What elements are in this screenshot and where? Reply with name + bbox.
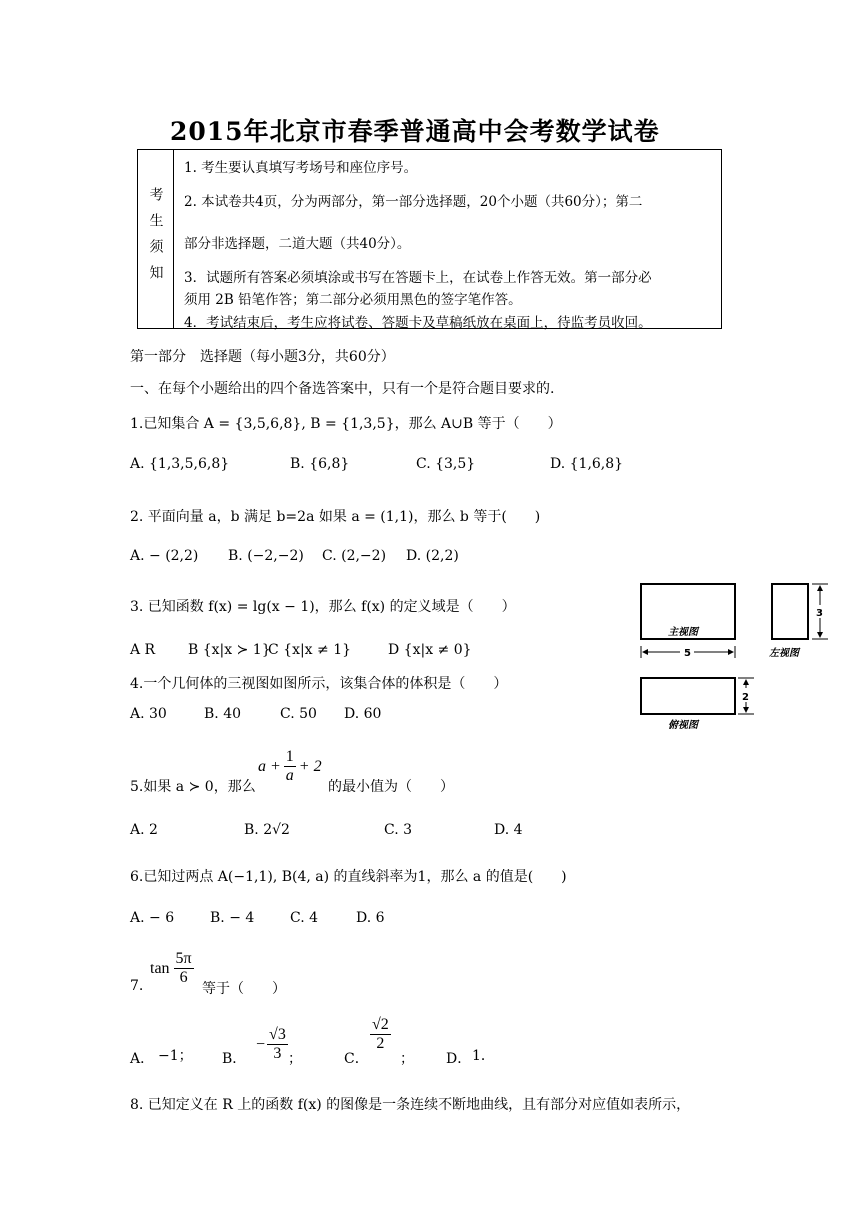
q5-option-a: A. 2	[130, 822, 158, 838]
notice-line-4: 3．试题所有答案必须填涂或书写在答题卡上，在试卷上作答无效。第一部分必	[184, 270, 652, 286]
q5-expr-right: + 2	[298, 757, 322, 775]
q7-option-d-label: D．	[446, 1051, 472, 1067]
notice-line-5: 须用 2B 铅笔作答；第二部分必须用黑色的签字笔作答。	[184, 292, 522, 308]
side-view-label: 左视图	[769, 648, 799, 659]
q7-option-a-label: A．	[130, 1051, 155, 1067]
q8-stem: 8. 已知定义在 R 上的函数 f(x) 的图像是一条连续不断地曲线，且有部分对应值如表所示，	[130, 1097, 691, 1113]
section1-instruction: 一、在每个小题给出的四个备选答案中，只有一个是符合题目要求的.	[130, 381, 555, 397]
q7-expression	[150, 950, 194, 987]
q4-option-d: D. 60	[344, 706, 382, 722]
q7-option-b-label: B．	[222, 1051, 247, 1067]
q2-stem: 2. 平面向量 a，b 满足 b=2a 如果 a = (1,1)，那么 b 等于( )	[130, 509, 541, 525]
q5-post: 的最小值为（ ）	[328, 779, 454, 795]
q5-frac-num: 1	[285, 748, 294, 765]
q7-option-d-value: 1．	[472, 1048, 495, 1064]
notice-label: 考生须知	[138, 150, 174, 328]
q7-option-c	[370, 1016, 391, 1053]
q7-fraction	[174, 950, 194, 987]
notice-box	[137, 149, 722, 329]
q7-frac-num: 5π	[175, 950, 192, 967]
q7-c-den: 2	[376, 1035, 385, 1052]
dim-width: 5	[684, 648, 691, 659]
q5-option-b: B. 2√2	[244, 822, 290, 838]
q7-option-c-label: C．	[344, 1051, 369, 1067]
q3-option-c: C {x|x ≠ 1}	[268, 642, 352, 658]
q6-option-d: D. 6	[356, 910, 385, 926]
top-view-rect	[641, 678, 735, 714]
q7-option-b	[256, 1026, 288, 1063]
section1-heading: 第一部分 选择题（每小题3分，共60分）	[130, 349, 395, 365]
q4-option-c: C. 50	[280, 706, 317, 722]
q6-option-b: B. − 4	[210, 910, 255, 926]
q1-option-d: D. {1,6,8}	[550, 456, 624, 472]
q7-c-num: √2	[372, 1016, 389, 1033]
q4-stem: 4.一个几何体的三视图如图所示，该集合体的体积是（ ）	[130, 676, 508, 692]
q7-c-fraction	[370, 1016, 391, 1053]
q7-b-tail: ；	[288, 1051, 302, 1067]
q2-option-d: D. (2,2)	[406, 548, 459, 564]
q3-stem: 3. 已知函数 f(x) = lg(x − 1)，那么 f(x) 的定义域是（ ）	[130, 599, 516, 615]
q7-frac-den: 6	[179, 969, 188, 986]
q6-stem: 6.已知过两点 A(−1,1), B(4, a) 的直线斜率为1，那么 a 的值是( )	[130, 869, 567, 885]
q1-option-b: B. {6,8}	[290, 456, 350, 472]
q2-option-b: B. (−2,−2)	[228, 548, 304, 564]
q4-option-b: B. 40	[204, 706, 242, 722]
notice-line-3: 部分非选择题，二道大题（共40分）。	[184, 236, 411, 252]
q2-option-a: A. − (2,2)	[130, 548, 199, 564]
notice-line-6: 4．考试结束后，考生应将试卷、答题卡及草稿纸放在桌面上，待监考员收回。	[184, 315, 652, 331]
q3-option-a: A R	[130, 642, 156, 658]
q2-option-c: C. (2,−2)	[322, 548, 387, 564]
q1-option-a: A. {1,3,5,6,8}	[130, 456, 230, 472]
q7-b-num: √3	[269, 1026, 286, 1043]
q7-post: 等于（ ）	[202, 981, 286, 997]
q6-option-a: A. − 6	[130, 910, 175, 926]
q5-option-c: C. 3	[384, 822, 413, 838]
top-view-label: 俯视图	[668, 720, 698, 731]
notice-line-1: 1. 考生要认真填写考场号和座位序号。	[184, 160, 418, 176]
q1-option-c: C. {3,5}	[416, 456, 476, 472]
dim-height: 3	[816, 608, 823, 619]
q6-option-c: C. 4	[290, 910, 319, 926]
q1-stem: 1.已知集合 A = {3,5,6,8}, B = {1,3,5}，那么 A∪B 等于（ ）	[130, 416, 562, 432]
q5-option-d: D. 4	[494, 822, 523, 838]
q5-frac-den: a	[285, 767, 294, 784]
q3-option-b: B {x|x ≻ 1}	[188, 642, 271, 658]
q7-b-den: 3	[273, 1045, 282, 1062]
q5-fraction	[284, 748, 296, 785]
q5-expression	[258, 748, 322, 785]
q7-b-sign: −	[256, 1035, 266, 1053]
q5-pre: 5.如果 a ≻ 0，那么	[130, 779, 256, 795]
notice-line-2: 2. 本试卷共4页，分为两部分，第一部分选择题，20个小题（共60分）；第二	[184, 194, 643, 210]
side-view-rect	[772, 584, 808, 639]
q7-option-a-value: −1；	[158, 1048, 193, 1064]
q7-b-fraction	[267, 1026, 288, 1063]
three-view-figure	[630, 578, 840, 738]
q7-number: 7.	[130, 978, 144, 994]
page-title: 2015年北京市春季普通高中会考数学试卷	[170, 117, 660, 146]
q3-option-d: D {x|x ≠ 0}	[388, 642, 472, 658]
q4-option-a: A. 30	[130, 706, 167, 722]
front-view-label: 主视图	[668, 627, 698, 638]
dim-depth: 2	[742, 692, 749, 703]
q7-tan: tan	[150, 959, 170, 977]
q5-expr-left: a +	[258, 757, 281, 775]
q7-c-tail: ；	[400, 1051, 414, 1067]
